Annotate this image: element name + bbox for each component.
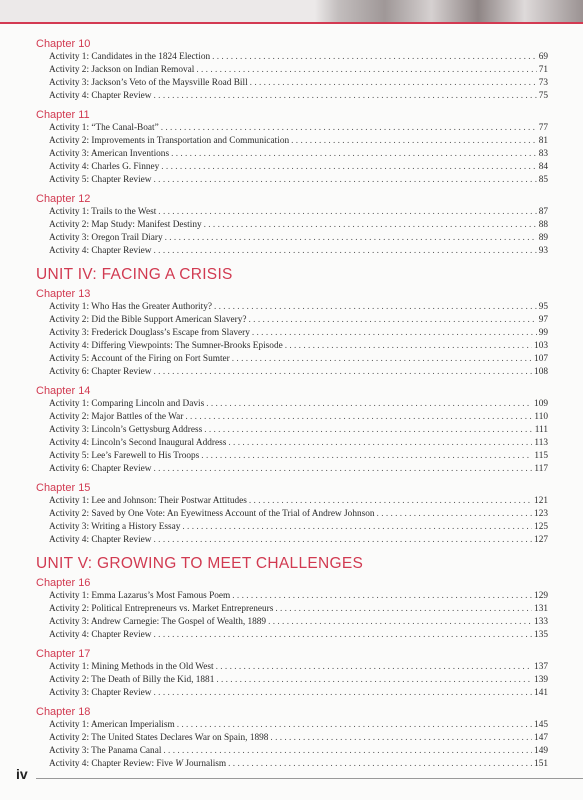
chapter-title: Chapter 14 <box>36 385 91 397</box>
entry-label: Activity 2: The United States Declares War on Spain, 1898 <box>49 733 269 743</box>
toc-entry <box>36 64 548 77</box>
toc-entry <box>36 411 548 424</box>
header-rule <box>0 22 583 24</box>
chapter-block <box>36 109 548 187</box>
toc-entry <box>36 301 548 314</box>
entry-label: Activity 2: Saved by One Vote: An Eyewitness Account of the Trial of Andrew Johnson <box>49 509 375 519</box>
dot-leader <box>216 674 532 687</box>
toc-entry <box>36 603 548 616</box>
toc-entry <box>36 353 548 366</box>
entry-page: 121 <box>534 496 548 506</box>
toc-entry <box>36 687 548 700</box>
dot-leader <box>268 616 532 629</box>
entry-page: 115 <box>534 451 548 461</box>
entry-page: 97 <box>538 315 548 325</box>
entry-page: 75 <box>538 91 548 101</box>
entry-label: Activity 3: Lincoln’s Gettysburg Address <box>49 425 203 435</box>
entry-label: Activity 3: Jackson’s Veto of the Maysville Road Bill <box>49 78 248 88</box>
dot-leader <box>171 148 537 161</box>
toc-entry <box>36 758 548 771</box>
entry-label: Activity 3: Andrew Carnegie: The Gospel of Wealth, 1889 <box>49 617 267 627</box>
dot-leader <box>185 411 532 424</box>
dot-leader <box>154 687 533 700</box>
toc-entry <box>36 508 548 521</box>
entry-page: 123 <box>534 509 548 519</box>
dot-leader <box>249 314 537 327</box>
entry-label: Activity 5: Account of the Firing on Fort Sumter <box>49 354 230 364</box>
entry-label: Activity 1: “The Canal-Boat” <box>49 123 159 133</box>
dot-leader <box>291 135 537 148</box>
chapter-title: Chapter 12 <box>36 193 91 205</box>
table-of-contents <box>36 38 548 777</box>
footer-rule <box>36 778 583 779</box>
dot-leader <box>204 219 537 232</box>
toc-entry <box>36 674 548 687</box>
toc-entry <box>36 245 548 258</box>
entry-page: 109 <box>534 399 548 409</box>
toc-entry <box>36 732 548 745</box>
entry-page: 93 <box>538 246 548 256</box>
chapter-block <box>36 38 548 103</box>
toc-entry <box>36 366 548 379</box>
toc-entry <box>36 463 548 476</box>
toc-entry <box>36 719 548 732</box>
toc-entry <box>36 437 548 450</box>
toc-entry <box>36 661 548 674</box>
entry-page: 127 <box>534 535 548 545</box>
entry-page: 99 <box>538 328 548 338</box>
chapter-title: Chapter 18 <box>36 706 91 718</box>
entry-label: Activity 2: Did the Bible Support American Slavery? <box>49 315 247 325</box>
toc-entry <box>36 135 548 148</box>
toc-entry <box>36 77 548 90</box>
entry-page: 83 <box>538 149 548 159</box>
entry-label: Activity 3: Frederick Douglass’s Escape from Slavery <box>49 328 250 338</box>
entry-page: 113 <box>534 438 548 448</box>
entry-page: 111 <box>534 425 548 435</box>
entry-label: Activity 4: Chapter Review <box>49 246 152 256</box>
entry-label: Activity 1: Trails to the West <box>49 207 157 217</box>
entry-page: 139 <box>534 675 548 685</box>
dot-leader <box>154 629 533 642</box>
dot-leader <box>201 450 532 463</box>
entry-page: 84 <box>538 162 548 172</box>
dot-leader <box>250 77 537 90</box>
dot-leader <box>252 327 537 340</box>
dot-leader <box>212 51 537 64</box>
dot-leader <box>182 521 532 534</box>
chapter-block <box>36 482 548 547</box>
toc-entry <box>36 340 548 353</box>
entry-page: 137 <box>534 662 548 672</box>
entry-page: 85 <box>538 175 548 185</box>
dot-leader <box>161 122 537 135</box>
entry-label: Activity 4: Chapter Review <box>49 535 152 545</box>
entry-page: 77 <box>538 123 548 133</box>
dot-leader <box>285 340 532 353</box>
entry-page: 88 <box>538 220 548 230</box>
toc-entry <box>36 521 548 534</box>
chapter-block <box>36 706 548 771</box>
chapter-title: Chapter 17 <box>36 648 91 660</box>
dot-leader <box>158 206 536 219</box>
toc-entry <box>36 174 548 187</box>
entry-page: 108 <box>534 367 548 377</box>
entry-label: Activity 1: American Imperialism <box>49 720 175 730</box>
entry-page: 89 <box>538 233 548 243</box>
toc-entry <box>36 90 548 103</box>
dot-leader <box>214 301 537 314</box>
entry-page: 107 <box>534 354 548 364</box>
toc-entry <box>36 424 548 437</box>
entry-label: Activity 4: Chapter Review: Five W Journalism <box>49 759 227 769</box>
entry-label: Activity 4: Chapter Review <box>49 630 152 640</box>
dot-leader <box>154 534 533 547</box>
dot-leader <box>228 758 532 771</box>
entry-label: Activity 3: The Panama Canal <box>49 746 162 756</box>
entry-label: Activity 1: Candidates in the 1824 Election <box>49 52 211 62</box>
entry-page: 145 <box>534 720 548 730</box>
chapter-block <box>36 577 548 642</box>
entry-page: 131 <box>534 604 548 614</box>
toc-entry <box>36 398 548 411</box>
entry-label: Activity 3: American Inventions <box>49 149 170 159</box>
entry-page: 69 <box>538 52 548 62</box>
entry-page: 125 <box>534 522 548 532</box>
toc-entry <box>36 495 548 508</box>
entry-label: Activity 1: Mining Methods in the Old West <box>49 662 214 672</box>
entry-label: Activity 1: Who Has the Greater Authority? <box>49 302 212 312</box>
chapter-title: Chapter 11 <box>36 109 90 121</box>
unit-title: UNIT V: GROWING TO MEET CHALLENGES <box>36 555 364 572</box>
dot-leader <box>196 64 536 77</box>
entry-page: 117 <box>534 464 548 474</box>
entry-page: 133 <box>534 617 548 627</box>
entry-page: 149 <box>534 746 548 756</box>
entry-label: Activity 4: Charles G. Finney <box>49 162 160 172</box>
toc-entry <box>36 450 548 463</box>
toc-entry <box>36 161 548 174</box>
entry-page: 71 <box>538 65 548 75</box>
dot-leader <box>377 508 533 521</box>
entry-label: Activity 3: Writing a History Essay <box>49 522 181 532</box>
chapter-block <box>36 648 548 700</box>
toc-entry <box>36 148 548 161</box>
entry-page: 135 <box>534 630 548 640</box>
dot-leader <box>154 174 537 187</box>
entry-label: Activity 4: Chapter Review <box>49 91 152 101</box>
entry-label: Activity 3: Chapter Review <box>49 688 152 698</box>
entry-page: 151 <box>534 759 548 769</box>
entry-label: Activity 2: Political Entrepreneurs vs. Market Entrepreneurs <box>49 604 274 614</box>
toc-entry <box>36 232 548 245</box>
entry-label: Activity 5: Chapter Review <box>49 175 152 185</box>
dot-leader <box>204 424 533 437</box>
toc-entry <box>36 314 548 327</box>
entry-page: 103 <box>534 341 548 351</box>
toc-entry <box>36 590 548 603</box>
chapter-title: Chapter 13 <box>36 288 91 300</box>
toc-entry <box>36 745 548 758</box>
dot-leader <box>154 90 537 103</box>
dot-leader <box>154 245 537 258</box>
entry-label: Activity 3: Oregon Trail Diary <box>49 233 163 243</box>
chapter-block <box>36 193 548 258</box>
dot-leader <box>270 732 532 745</box>
entry-page: 87 <box>538 207 548 217</box>
entry-label: Activity 2: Jackson on Indian Removal <box>49 65 195 75</box>
toc-entry <box>36 629 548 642</box>
entry-label: Activity 6: Chapter Review <box>49 464 152 474</box>
toc-entry <box>36 51 548 64</box>
entry-page: 110 <box>534 412 548 422</box>
toc-entry <box>36 122 548 135</box>
entry-label: Activity 2: Map Study: Manifest Destiny <box>49 220 202 230</box>
entry-label: Activity 2: Major Battles of the War <box>49 412 184 422</box>
dot-leader <box>161 161 536 174</box>
dot-leader <box>206 398 532 411</box>
dot-leader <box>232 590 532 603</box>
dot-leader <box>216 661 532 674</box>
toc-entry <box>36 219 548 232</box>
chapter-title: Chapter 10 <box>36 38 91 50</box>
chapter-block <box>36 288 548 379</box>
entry-page: 147 <box>534 733 548 743</box>
dot-leader <box>228 437 532 450</box>
toc-entry <box>36 616 548 629</box>
unit-title: UNIT IV: FACING A CRISIS <box>36 266 233 283</box>
chapter-title: Chapter 16 <box>36 577 91 589</box>
entry-label: Activity 1: Emma Lazarus’s Most Famous Poem <box>49 591 231 601</box>
toc-entry <box>36 206 548 219</box>
chapter-block <box>36 385 548 476</box>
entry-label: Activity 2: Improvements in Transportation and Communication <box>49 136 290 146</box>
entry-label: Activity 5: Lee’s Farewell to His Troops <box>49 451 200 461</box>
dot-leader <box>232 353 532 366</box>
page-number: iv <box>16 766 28 782</box>
dot-leader <box>275 603 532 616</box>
dot-leader <box>177 719 532 732</box>
toc-entry <box>36 534 548 547</box>
toc-entry <box>36 327 548 340</box>
entry-label: Activity 2: The Death of Billy the Kid, 1881 <box>49 675 215 685</box>
entry-page: 141 <box>534 688 548 698</box>
entry-page: 73 <box>538 78 548 88</box>
dot-leader <box>154 463 533 476</box>
dot-leader <box>165 232 537 245</box>
entry-label: Activity 4: Differing Viewpoints: The Sumner-Brooks Episode <box>49 341 283 351</box>
entry-label: Activity 1: Lee and Johnson: Their Postwar Attitudes <box>49 496 247 506</box>
entry-label: Activity 6: Chapter Review <box>49 367 152 377</box>
header-band <box>0 0 583 22</box>
entry-page: 81 <box>538 136 548 146</box>
entry-label: Activity 1: Comparing Lincoln and Davis <box>49 399 205 409</box>
dot-leader <box>154 366 533 379</box>
entry-page: 95 <box>538 302 548 312</box>
entry-label: Activity 4: Lincoln’s Second Inaugural Address <box>49 438 227 448</box>
entry-page: 129 <box>534 591 548 601</box>
dot-leader <box>249 495 532 508</box>
dot-leader <box>163 745 532 758</box>
chapter-title: Chapter 15 <box>36 482 91 494</box>
